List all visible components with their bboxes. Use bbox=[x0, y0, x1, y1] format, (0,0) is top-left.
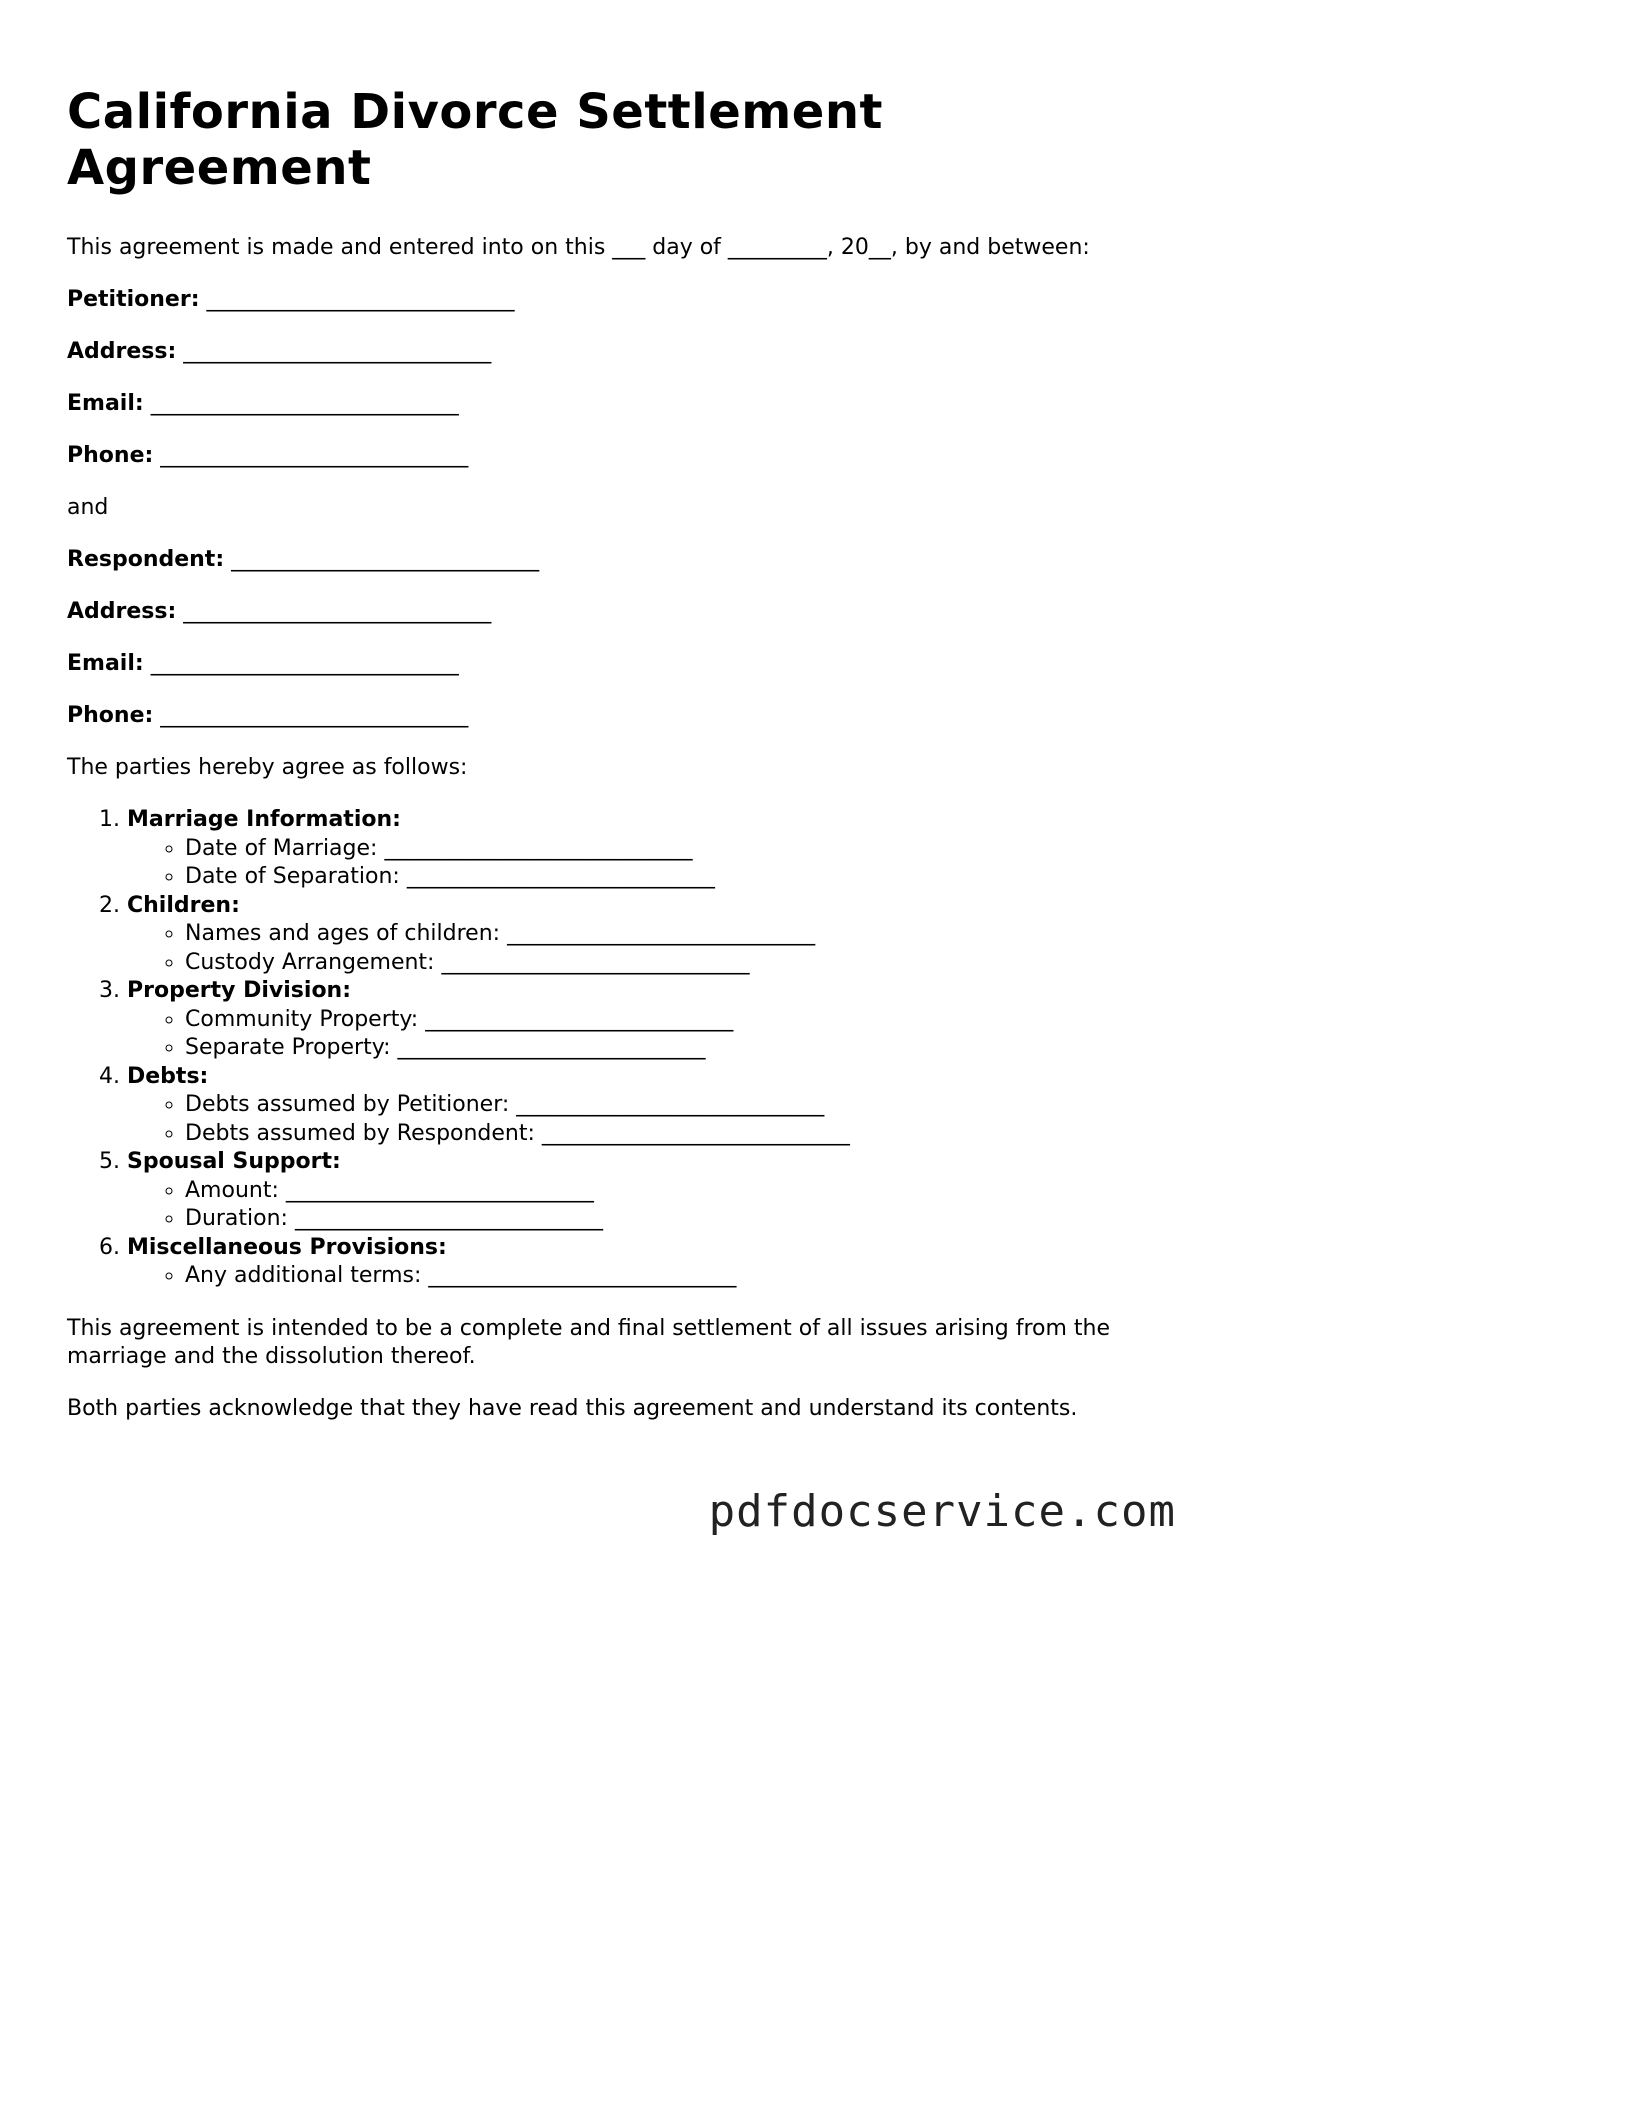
section-heading: Debts: bbox=[127, 1063, 209, 1089]
item-label: Custody Arrangement: bbox=[185, 949, 435, 975]
petitioner-phone-label: Phone: bbox=[67, 443, 154, 468]
item-label: Date of Marriage: bbox=[185, 835, 378, 861]
petitioner-email-label: Email: bbox=[67, 391, 144, 416]
item-label: Separate Property: bbox=[185, 1035, 391, 1060]
respondent-name-field bbox=[67, 546, 1187, 574]
item-label: Names and ages of children: bbox=[185, 921, 501, 946]
section-heading: Marriage Information: bbox=[127, 807, 401, 832]
section-property-division bbox=[127, 977, 1187, 1063]
petitioner-name-field bbox=[67, 286, 1187, 314]
list-item bbox=[185, 1006, 1187, 1035]
petitioner-phone-field bbox=[67, 442, 1187, 470]
item-label: Date of Separation: bbox=[185, 864, 400, 889]
respondent-address-blank: ____________________________ bbox=[183, 599, 492, 624]
item-label: Debts assumed by Petitioner: bbox=[185, 1092, 510, 1117]
section-miscellaneous-provisions bbox=[127, 1234, 1187, 1291]
list-item bbox=[185, 1034, 1187, 1063]
section-heading: Children: bbox=[127, 892, 240, 918]
item-blank: ____________________________ bbox=[397, 1035, 706, 1060]
section-heading: Spousal Support: bbox=[127, 1149, 341, 1174]
document-title: California Divorce Settlement Agreement bbox=[67, 84, 883, 196]
sub-list bbox=[127, 1262, 1187, 1291]
section-marriage-information bbox=[127, 806, 1187, 892]
list-item bbox=[185, 835, 1187, 864]
item-blank: ____________________________ bbox=[406, 864, 715, 889]
petitioner-address-field bbox=[67, 338, 1187, 366]
petitioner-email-blank: ____________________________ bbox=[150, 391, 459, 416]
respondent-email-field bbox=[67, 650, 1187, 678]
sub-list bbox=[127, 1006, 1187, 1063]
respondent-block bbox=[67, 546, 1187, 730]
item-blank: ____________________________ bbox=[441, 949, 750, 975]
list-item bbox=[185, 863, 1187, 892]
sub-list bbox=[127, 920, 1187, 977]
document-page bbox=[67, 84, 1187, 1423]
respondent-name-blank: ____________________________ bbox=[231, 547, 540, 572]
petitioner-name-label: Petitioner: bbox=[67, 287, 200, 312]
sub-list bbox=[127, 835, 1187, 892]
item-label: Amount: bbox=[185, 1177, 279, 1203]
list-item bbox=[185, 1205, 1187, 1234]
sub-list bbox=[127, 1091, 1187, 1148]
section-spousal-support bbox=[127, 1148, 1187, 1234]
petitioner-email-field bbox=[67, 390, 1187, 418]
list-item bbox=[185, 1177, 1187, 1206]
list-item bbox=[185, 1262, 1187, 1291]
respondent-email-label: Email: bbox=[67, 651, 144, 676]
list-item bbox=[185, 949, 1187, 978]
respondent-address-label: Address: bbox=[67, 599, 177, 624]
list-item bbox=[185, 1120, 1187, 1149]
closing-paragraph-acknowledgement: Both parties acknowledge that they have read this agreement and understand its contents. bbox=[67, 1395, 1078, 1421]
section-children bbox=[127, 892, 1187, 978]
item-label: Debts assumed by Respondent: bbox=[185, 1120, 535, 1146]
respondent-phone-label: Phone: bbox=[67, 703, 154, 728]
item-blank: ____________________________ bbox=[425, 1006, 734, 1032]
petitioner-name-blank: ____________________________ bbox=[206, 287, 515, 312]
closing-paragraph-settlement: This agreement is intended to be a complete and final settlement of all issues arising from the marriage and the dissolution thereof. bbox=[67, 1315, 1111, 1369]
sub-list bbox=[127, 1177, 1187, 1234]
sections-list bbox=[67, 806, 1187, 1291]
item-blank: ____________________________ bbox=[384, 835, 693, 861]
and-text: and bbox=[67, 495, 109, 520]
section-heading: Property Division: bbox=[127, 978, 352, 1003]
section-debts bbox=[127, 1063, 1187, 1149]
item-blank: ____________________________ bbox=[541, 1120, 850, 1146]
item-blank: ____________________________ bbox=[294, 1206, 603, 1231]
watermark: pdfdocservice.com bbox=[708, 1486, 1176, 1537]
item-blank: ____________________________ bbox=[516, 1092, 825, 1117]
respondent-name-label: Respondent: bbox=[67, 547, 225, 572]
item-label: Community Property: bbox=[185, 1006, 419, 1032]
item-label: Duration: bbox=[185, 1206, 288, 1231]
list-item bbox=[185, 1091, 1187, 1120]
item-blank: ____________________________ bbox=[285, 1177, 594, 1203]
section-heading: Miscellaneous Provisions: bbox=[127, 1234, 447, 1260]
respondent-phone-field bbox=[67, 702, 1187, 730]
respondent-phone-blank: ____________________________ bbox=[160, 703, 469, 728]
respondent-address-field bbox=[67, 598, 1187, 626]
list-item bbox=[185, 920, 1187, 949]
petitioner-phone-blank: ____________________________ bbox=[160, 443, 469, 468]
item-blank: ____________________________ bbox=[428, 1263, 737, 1288]
petitioner-address-blank: ____________________________ bbox=[183, 339, 492, 364]
agree-text: The parties hereby agree as follows: bbox=[67, 755, 468, 780]
petitioner-address-label: Address: bbox=[67, 339, 177, 364]
respondent-email-blank: ____________________________ bbox=[150, 651, 459, 676]
item-label: Any additional terms: bbox=[185, 1263, 422, 1288]
item-blank: ____________________________ bbox=[507, 921, 816, 946]
petitioner-block bbox=[67, 286, 1187, 470]
intro-paragraph: This agreement is made and entered into on this ___ day of _________, 20__, by and between: bbox=[67, 235, 1090, 260]
